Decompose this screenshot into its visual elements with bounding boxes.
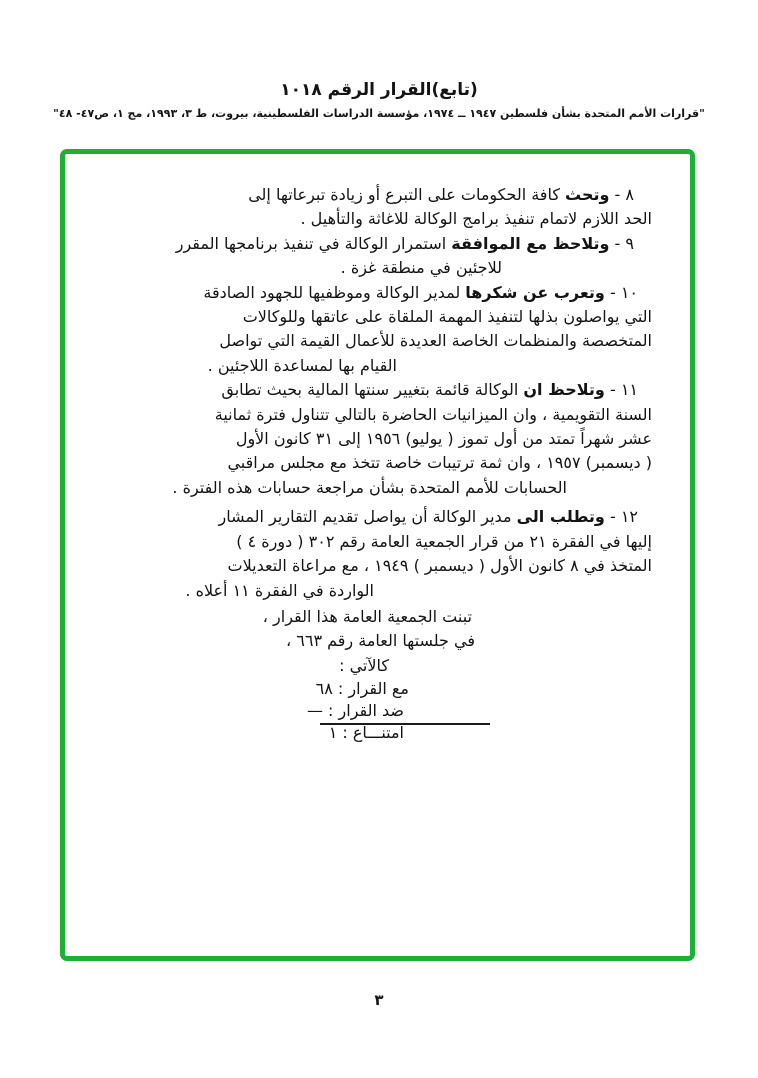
text-line: [102, 403, 652, 427]
emphasized-text: وتطلب الى: [516, 507, 605, 527]
plain-text: لمدير الوكالة وموظفيها للجهود الصادقة: [203, 282, 466, 302]
text-line: [102, 378, 652, 402]
plain-text: كالآتي :: [339, 655, 389, 675]
text-line: [102, 305, 652, 329]
page-number: ٣: [374, 991, 384, 1009]
text-line: [102, 579, 652, 603]
text-line: [102, 700, 652, 722]
text-line: [102, 505, 652, 529]
plain-text: المتخذ في ٨ كانون الأول ( ديسمبر ) ١٩٤٩ ، مع مراعاة التعديلات: [227, 556, 652, 576]
text-line: [102, 183, 652, 207]
plain-text: ٩ -: [609, 233, 634, 253]
text-line: [102, 476, 652, 500]
source-citation: "قرارات الأمم المتحدة بشأن فلسطين ١٩٤٧ ــ ١٩٧٤، مؤسسة الدراسات الفلسطينية، بيروت، ط ٣، ١٩٩٣، مج ١، ص٤٧- ٤٨": [53, 107, 705, 120]
plain-text: السنة التقويمية ، وان الميزانيات الحاضرة بالتالي تتناول فترة ثمانية: [214, 404, 652, 424]
plain-text: الحد اللازم لاتمام تنفيذ برامج الوكالة للاغاثة والتأهيل .: [300, 209, 652, 229]
text-line: [102, 678, 652, 700]
emphasized-text: وتلاحظ مع الموافقة: [451, 233, 610, 253]
emphasized-text: وتحث: [565, 185, 610, 204]
plain-text: ١٠ -: [604, 282, 638, 302]
text-line: [102, 281, 652, 305]
plain-text: كافة الحكومات على التبرع أو زيادة تبرعاتها إلى: [248, 185, 566, 204]
plain-text: مع القرار : ٦٨: [315, 679, 409, 699]
plain-text: مدير الوكالة أن يواصل تقديم التقارير المشار: [218, 507, 517, 527]
plain-text: ضد القرار : —: [306, 701, 404, 721]
plain-text: استمرار الوكالة في تنفيذ برنامجها المقرر: [175, 233, 452, 253]
resolution-title: (تابع)القرار الرقم ١٠١٨: [280, 80, 478, 100]
plain-text: الحسابات للأمم المتحدة بشأن مراجعة حسابات هذه الفترة .: [172, 477, 567, 497]
text-line: [102, 427, 652, 451]
emphasized-text: وتعرب عن شكرها: [465, 282, 605, 302]
text-line: [102, 605, 652, 629]
resolution-body: [102, 183, 652, 744]
text-line: [102, 530, 652, 554]
emphasized-text: وتلاحظ ان: [523, 380, 605, 400]
text-line: [102, 354, 652, 378]
plain-text: الوكالة قائمة بتغيير سنتها المالية بحيث تطابق: [221, 380, 524, 400]
text-line: [102, 654, 652, 678]
text-line: [102, 232, 652, 256]
text-line: [102, 256, 652, 280]
plain-text: الواردة في الفقرة ١١ أعلاه .: [185, 580, 374, 600]
separator-line: [320, 723, 490, 725]
plain-text: ( ديسمبر) ١٩٥٧ ، وان ثمة ترتيبات خاصة تتخذ مع مجلس مراقبي: [227, 453, 652, 473]
plain-text: تبنت الجمعية العامة هذا القرار ،: [262, 606, 472, 626]
text-line: [102, 329, 652, 353]
plain-text: للاجئين في منطقة غزة .: [340, 258, 502, 278]
plain-text: التي يواصلون بذلها لتنفيذ المهمة الملقاة على عاتقها وللوكالات: [242, 307, 652, 327]
plain-text: في جلستها العامة رقم ٦٦٣ ،: [286, 631, 475, 651]
text-line: [102, 629, 652, 653]
plain-text: المتخصصة والمنظمات الخاصة العديدة للأعمال القيمة التي تواصل: [219, 331, 652, 351]
plain-text: ١١ -: [604, 380, 638, 400]
text-line: [102, 722, 652, 744]
plain-text: عشر شهراً تمتد من أول تموز ( يوليو) ١٩٥٦ إلى ٣١ كانون الأول: [235, 429, 652, 449]
text-line: [102, 554, 652, 578]
plain-text: امتنـــاع : ١: [328, 723, 404, 743]
plain-text: القيام بها لمساعدة اللاجئين .: [207, 355, 397, 375]
plain-text: ١٢ -: [604, 507, 638, 527]
plain-text: ٨ -: [609, 185, 634, 204]
plain-text: إليها في الفقرة ٢١ من قرار الجمعية العامة رقم ٣٠٢ ( دورة ٤ ): [236, 531, 652, 551]
text-line: [102, 451, 652, 475]
text-line: [102, 207, 652, 231]
